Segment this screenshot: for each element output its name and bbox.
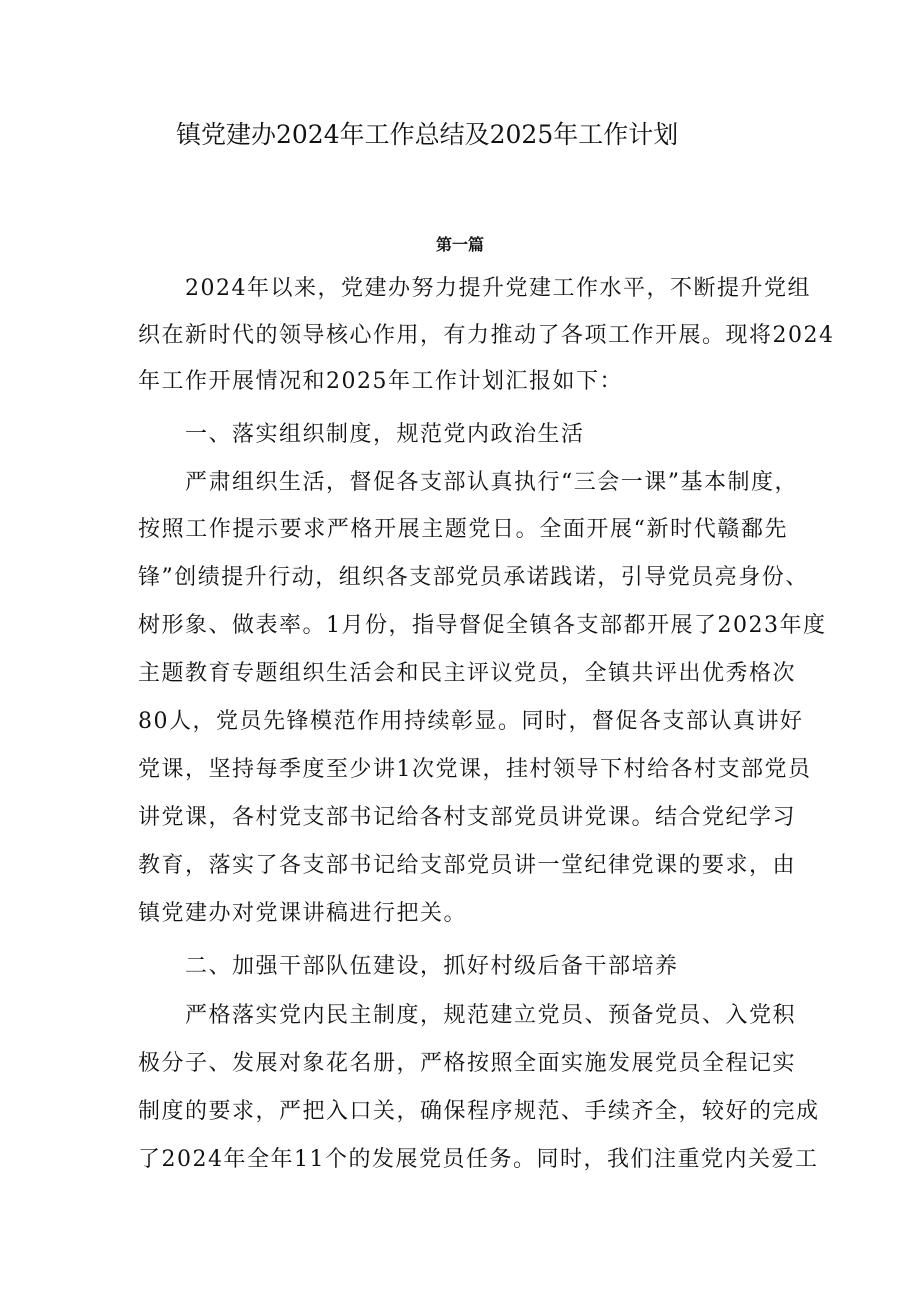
- paragraph-line: 严肃组织生活，督促各支部认真执行“三会一课”基本制度，: [138, 470, 798, 495]
- paragraph-line: 极分子、发展对象花名册，严格按照全面实施发展党员全程记实: [138, 1051, 797, 1076]
- paragraph-line: 严格落实党内民主制度，规范建立党员、预备党员、入党积: [138, 1003, 797, 1028]
- paragraph-line: 树形象、做表率。1月份，指导督促全镇各支部都开展了2023年度: [138, 613, 827, 638]
- section-subtitle: 第一篇: [435, 235, 484, 254]
- paragraph-line: 主题教育专题组织生活会和民主评议党员，全镇共评出优秀格次: [138, 661, 797, 686]
- document-title: 镇党建办2024年工作总结及2025年工作计划: [176, 120, 679, 149]
- section-heading: 一、落实组织制度，规范党内政治生活: [138, 422, 585, 447]
- paragraph-line: 讲党课，各村党支部书记给各村支部党员讲党课。结合党纪学习: [138, 805, 797, 830]
- paragraph-line: 教育，落实了各支部书记给支部党员讲一堂纪律党课的要求，由: [138, 853, 797, 878]
- paragraph-line: 织在新时代的领导核心作用，有力推动了各项工作开展。现将2024: [138, 323, 835, 348]
- paragraph-line: 锋”创绩提升行动，组织各支部党员承诺践诺，引导党员亮身份、: [138, 565, 809, 590]
- paragraph-line: 80人，党员先锋模范作用持续彰显。同时，督促各支部认真讲好: [138, 709, 804, 734]
- paragraph-line: 了2024年全年11个的发展党员任务。同时，我们注重党内关爱工: [138, 1147, 819, 1172]
- paragraph-line: 制度的要求，严把入口关，确保程序规范、手续齐全，较好的完成: [138, 1099, 820, 1124]
- paragraph-line: 年工作开展情况和2025年工作计划汇报如下：: [138, 369, 623, 394]
- paragraph-line: 镇党建办对党课讲稿进行把关。: [138, 901, 468, 926]
- section-heading: 二、加强干部队伍建设，抓好村级后备干部培养: [138, 954, 679, 979]
- paragraph-line: 党课，坚持每季度至少讲1次党课，挂村领导下村给各村支部党员: [138, 757, 812, 782]
- paragraph-line: 2024年以来，党建办努力提升党建工作水平，不断提升党组: [138, 276, 811, 301]
- paragraph-line: 按照工作提示要求严格开展主题党日。全面开展“新时代赣鄱先: [138, 517, 788, 542]
